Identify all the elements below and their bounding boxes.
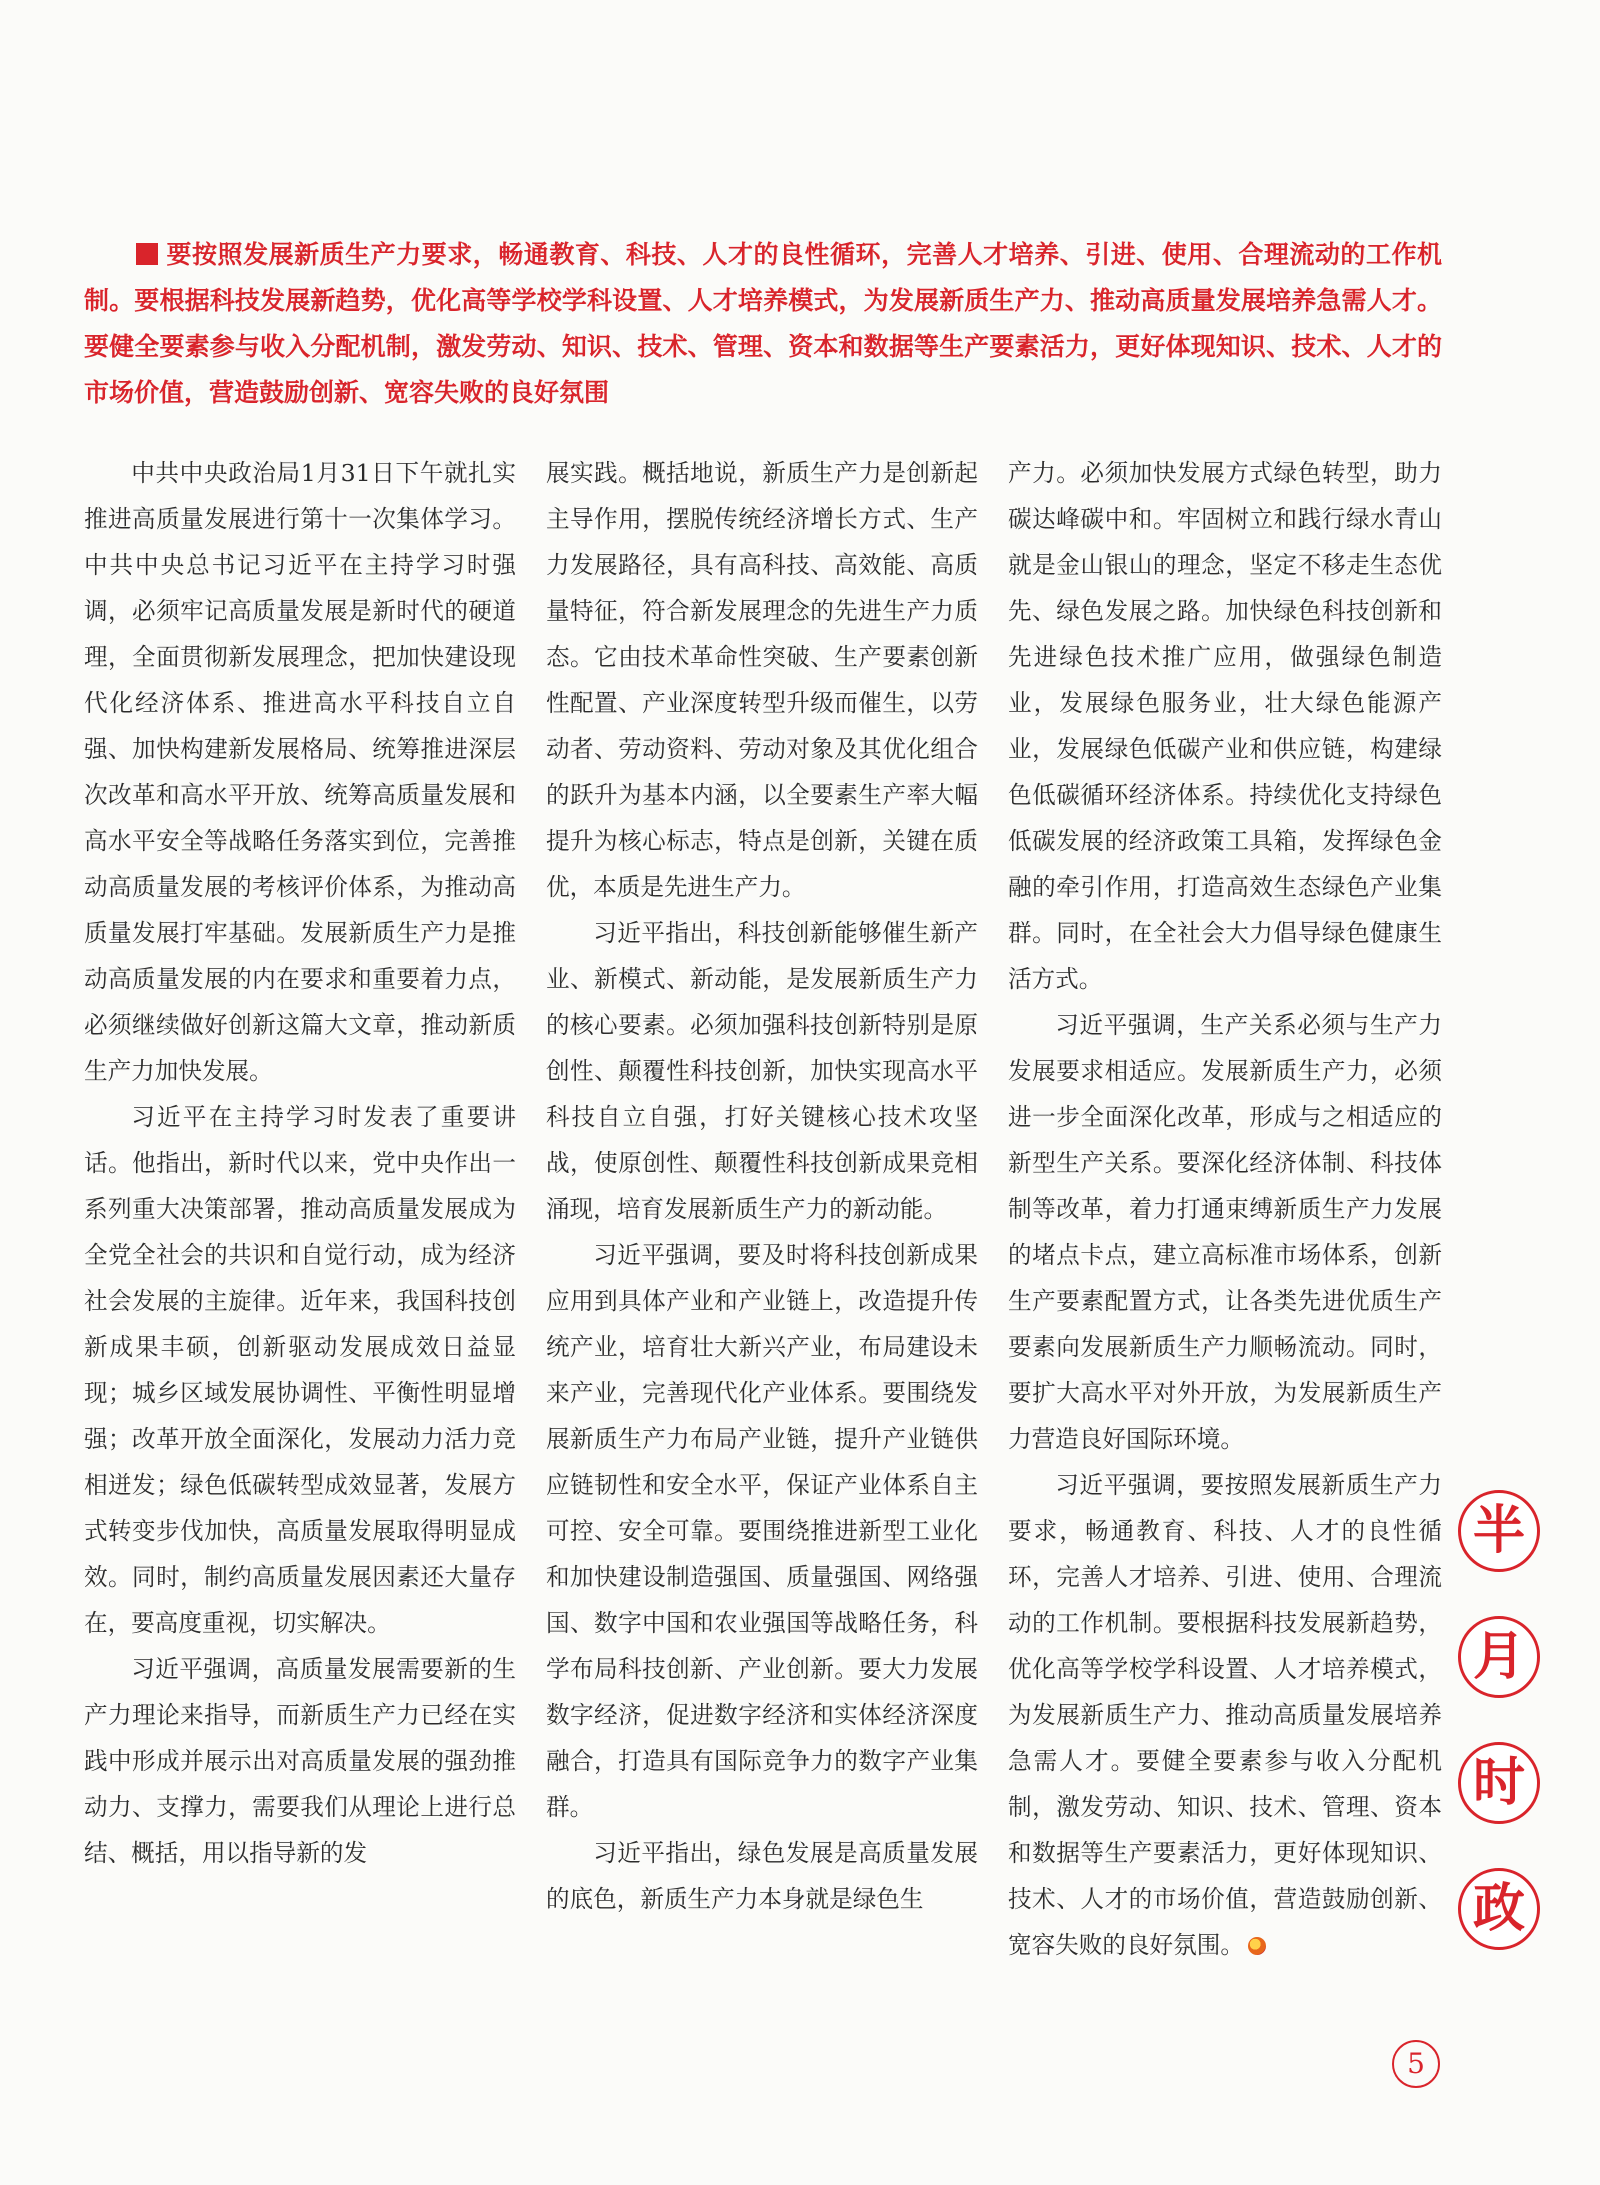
paragraph-final-text: 习近平强调，要按照发展新质生产力要求，畅通教育、科技、人才的良性循环，完善人才培养、引进、使用、合理流动的工作机制。要根据科技发展新趋势，优化高等学校学科设置、人才培养模式，为发展新质生产力、推动高质量发展培养急需人才。要健全要素参与收入分配机制，激发劳动、知识、技术、管理、资本和数据等生产要素活力，更好体现知识、技术、人才的市场价值，营造鼓励创新、宽容失败的良好氛围。 — [1008, 1471, 1442, 1959]
paragraph: 习近平指出，绿色发展是高质量发展的底色，新质生产力本身就是绿色生 — [546, 1839, 978, 1913]
paragraph: 习近平指出，科技创新能够催生新产业、新模式、新动能，是发展新质生产力的核心要素。必须加强科技创新特别是原创性、颠覆性科技创新，加快实现高水平科技自立自强，打好关键核心技术攻坚战，使原创性、颠覆性科技创新成果竞相涌现，培育发展新质生产力的新动能。 — [546, 919, 978, 1223]
paragraph-continued: 展实践。概括地说，新质生产力是创新起主导作用，摆脱传统经济增长方式、生产力发展路径，具有高科技、高效能、高质量特征，符合新发展理念的先进生产力质态。它由技术革命性突破、生产要素创新性配置、产业深度转型升级而催生，以劳动者、劳动资料、劳动对象及其优化组合的跃升为基本内涵，以全要素生产率大幅提升为核心标志，特点是创新，关键在质优，本质是先进生产力。 — [546, 459, 978, 901]
section-title-char: 政 — [1458, 1868, 1540, 1950]
paragraph-continued: 产力。必须加快发展方式绿色转型，助力碳达峰碳中和。牢固树立和践行绿水青山就是金山银山的理念，坚定不移走生态优先、绿色发展之路。加快绿色科技创新和先进绿色技术推广应用，做强绿色制造业，发展绿色服务业，壮大绿色能源产业，发展绿色低碳产业和供应链，构建绿色低碳循环经济体系。持续优化支持绿色低碳发展的经济政策工具箱，发挥绿色金融的牵引作用，打造高效生态绿色产业集群。同时，在全社会大力倡导绿色健康生活方式。 — [1008, 459, 1442, 993]
section-title-char: 月 — [1458, 1616, 1540, 1698]
section-title-char: 半 — [1458, 1490, 1540, 1572]
lead-summary-text: 要按照发展新质生产力要求，畅通教育、科技、人才的良性循环，完善人才培养、引进、使用、合理流动的工作机制。要根据科技发展新趋势，优化高等学校学科设置、人才培养模式，为发展新质生产力、推动高质量发展培养急需人才。要健全要素参与收入分配机制，激发劳动、知识、技术、管理、资本和数据等生产要素活力，更好体现知识、技术、人才的市场价值，营造鼓励创新、宽容失败的良好氛围 — [84, 240, 1442, 407]
article-column-3 — [1008, 450, 1442, 1990]
magazine-section-title — [1458, 1490, 1542, 1994]
article-column-2 — [546, 450, 978, 1990]
paragraph: 习近平强调，生产关系必须与生产力发展要求相适应。发展新质生产力，必须进一步全面深化改革，形成与之相适应的新型生产关系。要深化经济体制、科技体制等改革，着力打通束缚新质生产力发展的堵点卡点，建立高标准市场体系，创新生产要素配置方式，让各类先进优质生产要素向发展新质生产力顺畅流动。同时，要扩大高水平对外开放，为发展新质生产力营造良好国际环境。 — [1008, 1011, 1442, 1453]
paragraph: 习近平强调，高质量发展需要新的生产力理论来指导，而新质生产力已经在实践中形成并展示出对高质量发展的强劲推动力、支撑力，需要我们从理论上进行总结、概括，用以指导新的发 — [84, 1655, 516, 1867]
end-mark-icon — [1248, 1937, 1266, 1955]
paragraph: 习近平在主持学习时发表了重要讲话。他指出，新时代以来，党中央作出一系列重大决策部署，推动高质量发展成为全党全社会的共识和自觉行动，成为经济社会发展的主旋律。近年来，我国科技创新成果丰硕，创新驱动发展成效日益显现；城乡区域发展协调性、平衡性明显增强；改革开放全面深化，发展动力活力竞相迸发；绿色低碳转型成效显著，发展方式转变步伐加快，高质量发展取得明显成效。同时，制约高质量发展因素还大量存在，要高度重视，切实解决。 — [84, 1103, 516, 1637]
square-marker-icon — [136, 243, 158, 265]
article-column-1 — [84, 450, 516, 1990]
paragraph: 中共中央政治局1月31日下午就扎实推进高质量发展进行第十一次集体学习。中共中央总书记习近平在主持学习时强调，必须牢记高质量发展是新时代的硬道理，全面贯彻新发展理念，把加快建设现代化经济体系、推进高水平科技自立自强、加快构建新发展格局、统筹推进深层次改革和高水平开放、统筹高质量发展和高水平安全等战略任务落实到位，完善推动高质量发展的考核评价体系，为推动高质量发展打牢基础。发展新质生产力是推动高质量发展的内在要求和重要着力点，必须继续做好创新这篇大文章，推动新质生产力加快发展。 — [84, 459, 516, 1085]
paragraph: 习近平强调，要及时将科技创新成果应用到具体产业和产业链上，改造提升传统产业，培育壮大新兴产业，布局建设未来产业，完善现代化产业体系。要围绕发展新质生产力布局产业链，提升产业链供应链韧性和安全水平，保证产业体系自主可控、安全可靠。要围绕推进新型工业化和加快建设制造强国、质量强国、网络强国、数字中国和农业强国等战略任务，科学布局科技创新、产业创新。要大力发展数字经济，促进数字经济和实体经济深度融合，打造具有国际竞争力的数字产业集群。 — [546, 1241, 978, 1821]
lead-summary — [84, 232, 1442, 416]
section-title-char: 时 — [1458, 1742, 1540, 1824]
paragraph-final — [1008, 1462, 1442, 1968]
page-number: 5 — [1392, 2040, 1440, 2088]
